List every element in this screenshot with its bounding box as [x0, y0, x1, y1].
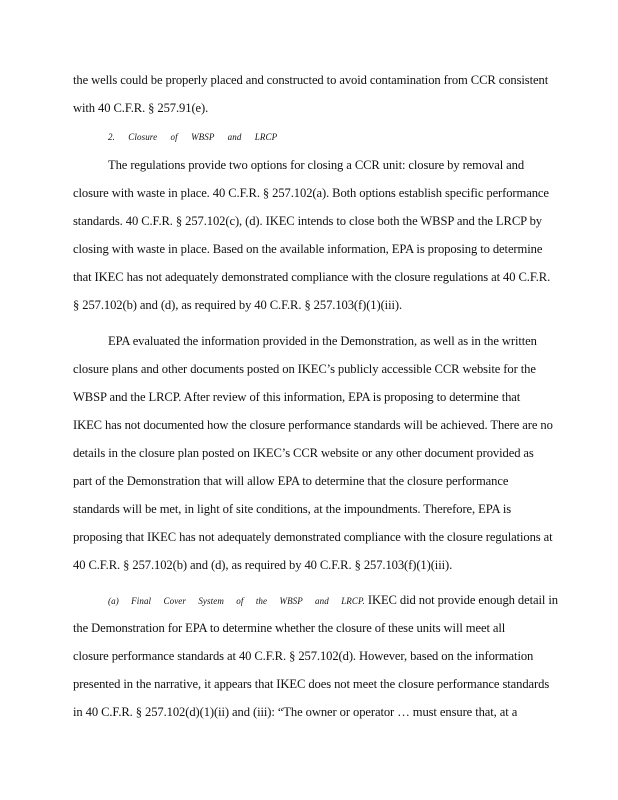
text-line: 40 C.F.R. § 257.102(b) and (d), as required by 40 C.F.R. § 257.103(f)(1)(iii).: [73, 558, 453, 572]
text-line: part of the Demonstration that will allow EPA to determine that the closure performance: [73, 474, 509, 488]
text-line: EPA evaluated the information provided in the Demonstration, as well as in the written: [108, 334, 537, 348]
text-line: presented in the narrative, it appears that IKEC does not meet the closure performance standards: [73, 677, 550, 691]
text-line: § 257.102(b) and (d), as required by 40 C.F.R. § 257.103(f)(1)(iii).: [73, 298, 403, 312]
text-line: with 40 C.F.R. § 257.91(e).: [73, 101, 209, 115]
text-line: the wells could be properly placed and constructed to avoid contamination from CCR consistent: [73, 73, 549, 87]
text-line: closure performance standards at 40 C.F.R. § 257.102(d). However, based on the information: [73, 649, 534, 663]
text-line: The regulations provide two options for closing a CCR unit: closure by removal and: [108, 158, 525, 172]
text-line: standards. 40 C.F.R. § 257.102(c), (d). IKEC intends to close both the WBSP and the LRCP by: [73, 214, 543, 228]
subheading-line: [108, 592, 618, 609]
section-heading: 2. Closure of WBSP and LRCP: [108, 132, 278, 142]
text-line: that IKEC has not adequately demonstrated compliance with the closure regulations at 40 C.F.R.: [73, 270, 551, 284]
text-run: IKEC did not provide enough detail in: [367, 593, 558, 607]
subheading: (a) Final Cover System of the WBSP and LRCP.: [108, 596, 365, 606]
text-line: in 40 C.F.R. § 257.102(d)(1)(ii) and (iii): “The owner or operator … must ensure that, at a: [73, 705, 518, 719]
text-line: WBSP and the LRCP. After review of this information, EPA is proposing to determine that: [73, 390, 521, 404]
text-line: details in the closure plan posted on IKEC’s CCR website or any other document provided as: [73, 446, 534, 460]
text-line: proposing that IKEC has not adequately demonstrated compliance with the closure regulations at: [73, 530, 553, 544]
text-line: the Demonstration for EPA to determine whether the closure of these units will meet all: [73, 621, 506, 635]
text-line: IKEC has not documented how the closure performance standards will be achieved. There are no: [73, 418, 553, 432]
text-line: closure with waste in place. 40 C.F.R. § 257.102(a). Both options establish specific performance: [73, 186, 549, 200]
text-line: closure plans and other documents posted on IKEC’s publicly accessible CCR website for the: [73, 362, 536, 376]
text-line: standards will be met, in light of site conditions, at the impoundments. Therefore, EPA is: [73, 502, 512, 516]
text-line: closing with waste in place. Based on the available information, EPA is proposing to determine: [73, 242, 543, 256]
